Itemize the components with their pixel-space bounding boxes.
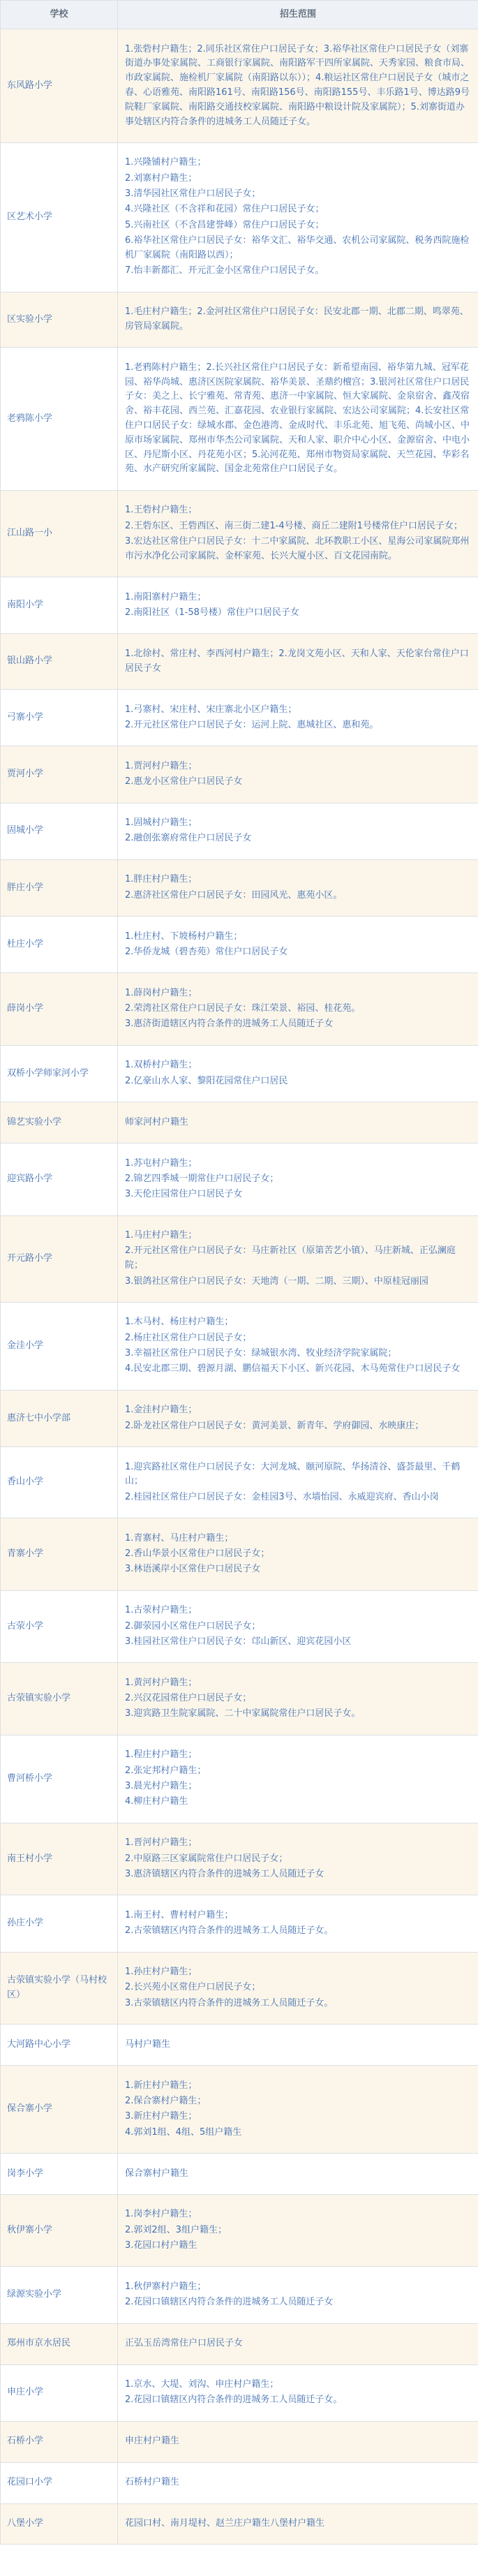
table-row — [1, 2024, 478, 2066]
range-item: 2.花园口镇辖区内符合条件的进城务工人员随迁子女。 — [125, 2394, 343, 2406]
table-row — [1, 1952, 478, 2024]
school-name-cell: 区艺术小学 — [1, 142, 118, 292]
range-item: 4.柳庄村户籍生 — [125, 1796, 188, 1807]
range-item: 1.毛庄村户籍生；2.金河社区常住户口居民子女：民安北郡一期、北郡二期、鸣翠苑、房管局家属院。 — [125, 306, 469, 332]
table-row — [1, 2323, 478, 2364]
enrollment-range-cell — [118, 1735, 478, 1823]
enrollment-range-cell — [118, 1447, 478, 1518]
range-item: 2.兴汉花园常住户口居民子女； — [125, 1693, 252, 1704]
table-row — [1, 973, 478, 1046]
range-item: 3.桂园社区常住户口居民子女：邙山新区、迎宾花园小区 — [125, 1636, 352, 1647]
table-row — [1, 1895, 478, 1952]
table-row — [1, 1045, 478, 1102]
range-item: 3.迎宾路卫生院家属院、二十中家属院常住户口居民子女。 — [125, 1708, 361, 1719]
table-row — [1, 1302, 478, 1390]
table-row — [1, 2066, 478, 2154]
school-name-cell: 区实验小学 — [1, 292, 118, 348]
range-item: 2.开元社区常住户口居民子女：马庄新社区（原第苦艺小镇）、马庄新城、正弘澜庭院； — [125, 1245, 456, 1271]
table-row — [1, 1735, 478, 1823]
range-item: 1.秋伊寨村户籍生； — [125, 2281, 207, 2292]
table-row — [1, 1447, 478, 1518]
range-item: 2.杨庄社区常住户口居民子女； — [125, 1332, 252, 1343]
table-row — [1, 292, 478, 348]
range-item: 1.杜庄村、下坡杨村户籍生； — [125, 931, 243, 942]
table-row — [1, 917, 478, 973]
range-item: 石桥村户籍生 — [125, 2477, 180, 2488]
table-row — [1, 490, 478, 577]
range-item: 1.张砦村户籍生；2.同乐社区常住户口居民子女；3.裕华社区常住户口居民子女（刘寨街道办事处家属院、工商银行家属院、南阳路军干四所家属院、天秀家园、粮食市局、市政家属院、施检机厂家属院（南阳路以东））；4.粮运社区常住户口居民子女（城市之春、心语雅苑、南阳路161号、南阳路156号、南阳路155号、丰乐路1号、博达路9号院鞋厂家属院、南阳路交通技校家属院、南阳路中粮设计院及家属院）；5.刘寨街道办事处辖区内符合条件的进城务工人员随迁子女。 — [125, 43, 470, 127]
range-item: 5.兴南社区（不含昌建誉峰）常住户口居民子女； — [125, 219, 324, 230]
school-name-cell: 秋伊寨小学 — [1, 2194, 118, 2267]
school-name-cell: 古荥镇实验小学 — [1, 1663, 118, 1735]
table-row — [1, 1518, 478, 1591]
range-item: 3.新庄村户籍生； — [125, 2111, 197, 2122]
range-item: 1.岗李村户籍生； — [125, 2209, 197, 2220]
range-item: 2.长兴苑小区常住户口居民子女； — [125, 1982, 261, 1993]
enrollment-range-cell — [118, 292, 478, 348]
school-name-cell: 银山路小学 — [1, 634, 118, 690]
range-item: 3.银鸽社区常住户口居民子女：天地湾（一期、二期、三期）、中原桂冠丽园 — [125, 1275, 428, 1287]
enrollment-range-cell — [118, 1518, 478, 1591]
table-row — [1, 746, 478, 803]
range-item: 6.裕华社区常住户口居民子女：裕华文汇、裕华交通、农机公司家属院、税务西院施检机厂家属院（南阳路以西）； — [125, 235, 470, 260]
range-item: 1.固城村户籍生； — [125, 817, 197, 829]
range-item: 2.卧龙社区常住户口居民子女：黄河美景、新青年、学府御园、水映康庄； — [125, 1420, 424, 1431]
range-item: 1.马庄村户籍生； — [125, 1230, 197, 1241]
range-item: 2.张定邦村户籍生； — [125, 1765, 207, 1776]
range-item: 4.民安北郡三期、碧源月湖、鹏信福天下小区、新兴花园、木马苑常住户口居民子女 — [125, 1363, 461, 1375]
range-item: 2.亿豪山水人家、黎阳花园常住户口居民 — [125, 1075, 288, 1086]
school-name-cell: 开元路小学 — [1, 1215, 118, 1302]
range-item: 1.贾河村户籍生； — [125, 760, 197, 771]
enrollment-range-cell — [118, 973, 478, 1046]
enrollment-range-cell — [118, 690, 478, 746]
school-name-cell: 薛岗小学 — [1, 973, 118, 1046]
range-item: 3.惠济街道辖区内符合条件的进城务工人员随迁子女 — [125, 1019, 334, 1030]
range-item: 3.晨光村户籍生； — [125, 1781, 197, 1792]
range-item: 马村户籍生 — [125, 2038, 171, 2050]
enrollment-range-cell — [118, 1952, 478, 2024]
enrollment-range-cell — [118, 1390, 478, 1446]
table-row — [1, 803, 478, 859]
school-name-cell: 八堡小学 — [1, 2503, 118, 2545]
range-item: 3.惠济镇辖区内符合条件的进城务工人员随迁子女 — [125, 1868, 324, 1879]
table-row — [1, 690, 478, 746]
school-name-cell: 申庄小学 — [1, 2364, 118, 2421]
school-name-cell: 老鸦陈小学 — [1, 348, 118, 490]
table-body — [1, 29, 478, 2545]
enrollment-range-cell — [118, 29, 478, 143]
range-item: 1.京水、大堤、刘沟、申庄村户籍生； — [125, 2379, 279, 2390]
school-name-cell: 古荥小学 — [1, 1590, 118, 1663]
enrollment-range-cell — [118, 859, 478, 916]
school-name-cell: 绿源实验小学 — [1, 2267, 118, 2323]
range-item: 1.南王村、曹村村户籍生； — [125, 1909, 234, 1920]
range-item: 2.华侨龙城（碧杏苑）常住户口居民子女 — [125, 946, 288, 957]
column-header-school: 学校 — [1, 1, 118, 29]
range-item: 1.胖庄村户籍生； — [125, 874, 197, 885]
range-item: 1.南阳寨村户籍生； — [125, 591, 207, 602]
range-item: 2.锦艺四季城一期常住户口居民子女； — [125, 1173, 279, 1184]
enrollment-range-cell — [118, 2066, 478, 2154]
range-item: 2.融创张寨府常住户口居民子女 — [125, 833, 252, 844]
table-header — [1, 1, 478, 29]
enrollment-range-cell — [118, 746, 478, 803]
range-item: 1.木马村、杨庄村户籍生； — [125, 1317, 234, 1328]
table-row — [1, 577, 478, 634]
range-item: 3.幸福社区常住户口居民子女：绿城银水湾、牧业经济学院家属院； — [125, 1348, 397, 1359]
school-name-cell: 固城小学 — [1, 803, 118, 859]
range-item: 1.北徐村、常庄村、李西河村户籍生；2.龙岗文苑小区、天和人家、天伦家台常住户口居民子女 — [125, 648, 469, 674]
range-item: 1.程庄村户籍生； — [125, 1749, 197, 1761]
table-row — [1, 1823, 478, 1895]
range-item: 1.金洼村户籍生； — [125, 1405, 197, 1416]
range-item: 2.香山华景小区常住户口居民子女； — [125, 1548, 270, 1559]
table-row — [1, 1102, 478, 1143]
enrollment-range-cell — [118, 2323, 478, 2364]
column-header-range: 招生范围 — [118, 1, 478, 29]
range-item: 1.黄河村户籍生； — [125, 1677, 197, 1688]
range-item: 3.林语溪岸小区常住户口居民子女 — [125, 1564, 261, 1575]
range-item: 1.晋河村户籍生； — [125, 1837, 197, 1849]
school-name-cell: 双桥小学师家河小学 — [1, 1045, 118, 1102]
table-row — [1, 634, 478, 690]
school-name-cell: 南王村小学 — [1, 1823, 118, 1895]
range-item: 师家河村户籍生 — [125, 1116, 189, 1127]
range-item: 1.兴隆铺村户籍生； — [125, 157, 207, 168]
enrollment-range-cell — [118, 1823, 478, 1895]
school-name-cell: 大河路中心小学 — [1, 2024, 118, 2066]
table-row — [1, 859, 478, 916]
school-name-cell: 青寨小学 — [1, 1518, 118, 1591]
school-name-cell: 胖庄小学 — [1, 859, 118, 916]
enrollment-range-cell — [118, 917, 478, 973]
table-row — [1, 29, 478, 143]
enrollment-range-cell — [118, 2153, 478, 2194]
table-row — [1, 1215, 478, 1302]
enrollment-range-cell — [118, 577, 478, 634]
range-item: 2.王砦东区、王砦西区、南三街二建1-4号楼、商丘二建附1号楼常住户口居民子女； — [125, 520, 463, 531]
enrollment-range-cell — [118, 1895, 478, 1952]
table-row — [1, 1143, 478, 1215]
range-item: 2.惠龙小区常住户口居民子女 — [125, 776, 243, 787]
school-name-cell: 弓寨小学 — [1, 690, 118, 746]
enrollment-range-cell — [118, 1663, 478, 1735]
range-item: 2.中原路三区家属院常住户口居民子女； — [125, 1853, 288, 1864]
enrollment-range-cell — [118, 1302, 478, 1390]
table-row — [1, 348, 478, 490]
table-row — [1, 2462, 478, 2503]
range-item: 1.新庄村户籍生； — [125, 2080, 197, 2091]
range-item: 花园口村、南月堤村、赵兰庄户籍生八堡村户籍生 — [125, 2518, 325, 2529]
school-name-cell: 岗李小学 — [1, 2153, 118, 2194]
school-name-cell: 花园口小学 — [1, 2462, 118, 2503]
enrollment-range-cell — [118, 2503, 478, 2545]
table-row — [1, 2194, 478, 2267]
enrollment-range-cell — [118, 1215, 478, 1302]
school-name-cell: 郑州市京水居民 — [1, 2323, 118, 2364]
table-row — [1, 1663, 478, 1735]
range-item: 2.惠济社区常住户口居民子女：田园风光、惠苑小区。 — [125, 889, 343, 901]
range-item: 3.清华园社区常住户口居民子女； — [125, 188, 261, 200]
range-item: 1.王砦村户籍生； — [125, 505, 197, 516]
enrollment-range-cell — [118, 1143, 478, 1215]
school-name-cell: 石桥小学 — [1, 2421, 118, 2462]
range-item: 1.苏屯村户籍生； — [125, 1157, 197, 1169]
school-name-cell: 保合寨小学 — [1, 2066, 118, 2154]
range-item: 1.薛岗村户籍生； — [125, 987, 197, 998]
table-row — [1, 2267, 478, 2323]
range-item: 2.桂园社区常住户口居民子女：金桂园3号、水墙怡园、永威迎宾府、香山小岗 — [125, 1491, 439, 1502]
enrollment-range-cell — [118, 2267, 478, 2323]
range-item: 正弘玉岳湾常住户口居民子女 — [125, 2338, 244, 2349]
school-name-cell: 迎宾路小学 — [1, 1143, 118, 1215]
range-item: 3.花园口村户籍生 — [125, 2240, 197, 2251]
range-item: 2.御荥园小区常住户口居民子女； — [125, 1620, 261, 1631]
enrollment-range-cell — [118, 2462, 478, 2503]
range-item: 2.刘寨村户籍生； — [125, 172, 197, 184]
range-item: 2.郭刘2组、3组户籍生； — [125, 2224, 227, 2235]
range-item: 1.孙庄村户籍生； — [125, 1967, 197, 1978]
table-row — [1, 142, 478, 292]
range-item: 2.古荥镇辖区内符合条件的进城务工人员随迁子女。 — [125, 1925, 334, 1937]
enrollment-range-cell — [118, 348, 478, 490]
table-row — [1, 2364, 478, 2421]
school-name-cell: 香山小学 — [1, 1447, 118, 1518]
range-item: 1.迎宾路社区常住户口居民子女：大河龙城、颐河原院、华扬清谷、盛荟最里、千鹤山； — [125, 1461, 461, 1487]
table-row — [1, 1590, 478, 1663]
enrollment-range-cell — [118, 634, 478, 690]
range-item: 2.南阳社区（1-58号楼）常住户口居民子女 — [125, 607, 299, 619]
school-name-cell: 江山路一小 — [1, 490, 118, 577]
enrollment-range-cell — [118, 1045, 478, 1102]
range-item: 3.宏达社区常住户口居民子女：十二中家属院、北环教职工小区、星海公司家属院郑州市污水净化公司家属院、金杯家苑、长兴大厦小区、百文花园南院。 — [125, 536, 470, 561]
school-name-cell: 金洼小学 — [1, 1302, 118, 1390]
range-item: 1.老鸦陈村户籍生；2.长兴社区常住户口居民子女：新希望南园、裕华第九城、冠军花园、裕华尚城、惠济区医院家属院、裕华美景、圣鼎约檀宫；3.银河社区常住户口居民子女：美之上、长宁雅苑、常青苑、惠济一中家属院、恒大家属院、金泉宿舍、鑫茂宿舍、裕丰花园、西兰苑、汇嘉花园、农业银行家属院、宏达公司家属院；4.长安社区常住户口居民子女：绿城水郡、金色港湾、金成时代、丰乐北苑、旭飞苑、尚城小区、中原市场家属院、郑州市华杰公司家属院、天和人家、职介中心小区、金源宿舍、中电小区、丹尼斯小区、丹花苑小区；5.沁河花苑、郑州市物资局家属院、天竺花园、华彩名苑、水产研究所家属院、国金北苑常住户口居民子女。 — [125, 362, 470, 475]
range-item: 3.天伦庄园常住户口居民子女 — [125, 1189, 243, 1200]
enrollment-range-cell — [118, 2421, 478, 2462]
school-name-cell: 惠济七中小学部 — [1, 1390, 118, 1446]
enrollment-range-cell — [118, 2194, 478, 2267]
school-name-cell: 贾河小学 — [1, 746, 118, 803]
school-name-cell: 东风路小学 — [1, 29, 118, 143]
enrollment-range-cell — [118, 803, 478, 859]
range-item: 2.荣湾社区常住户口居民子女：珠江荣景、裕园、桂花苑。 — [125, 1003, 361, 1014]
enrollment-range-cell — [118, 490, 478, 577]
range-item: 保合寨村户籍生 — [125, 2168, 189, 2179]
range-item: 1.弓寨村、宋庄村、宋庄寨北小区户籍生； — [125, 704, 297, 715]
school-name-cell: 锦艺实验小学 — [1, 1102, 118, 1143]
range-item: 7.怡丰新都汇、开元汇金小区常住户口居民子女。 — [125, 265, 324, 276]
range-item: 2.开元社区常住户口居民子女：运河上院、惠城社区、惠和苑。 — [125, 719, 379, 730]
table-row — [1, 2421, 478, 2462]
range-item: 1.青寨村、马庄村户籍生； — [125, 1532, 234, 1544]
school-name-cell: 古荥镇实验小学（马村校区） — [1, 1952, 118, 2024]
header-row — [1, 1, 478, 29]
range-item: 申庄村户籍生 — [125, 2436, 180, 2447]
school-name-cell: 曹河桥小学 — [1, 1735, 118, 1823]
range-item: 4.兴隆社区（不含祥和花园）常住户口居民子女； — [125, 204, 324, 215]
range-item: 2.保合寨村户籍生； — [125, 2095, 207, 2106]
enrollment-range-cell — [118, 2024, 478, 2066]
enrollment-range-cell — [118, 2364, 478, 2421]
school-name-cell: 孙庄小学 — [1, 1895, 118, 1952]
range-item: 1.古荥村户籍生； — [125, 1605, 197, 1616]
enrollment-range-cell — [118, 1590, 478, 1663]
range-item: 2.花园口镇辖区内符合条件的进城务工人员随迁子女 — [125, 2297, 334, 2308]
enrollment-range-cell — [118, 1102, 478, 1143]
range-item: 1.双桥村户籍生； — [125, 1060, 197, 1071]
table-row — [1, 1390, 478, 1446]
school-name-cell: 南阳小学 — [1, 577, 118, 634]
table-row — [1, 2153, 478, 2194]
range-item: 3.古荥镇辖区内符合条件的进城务工人员随迁子女。 — [125, 1997, 334, 2008]
range-item: 4.郭刘1组、4组、5组户籍生 — [125, 2126, 242, 2138]
table-row — [1, 2503, 478, 2545]
enrollment-range-cell — [118, 142, 478, 292]
school-name-cell: 杜庄小学 — [1, 917, 118, 973]
